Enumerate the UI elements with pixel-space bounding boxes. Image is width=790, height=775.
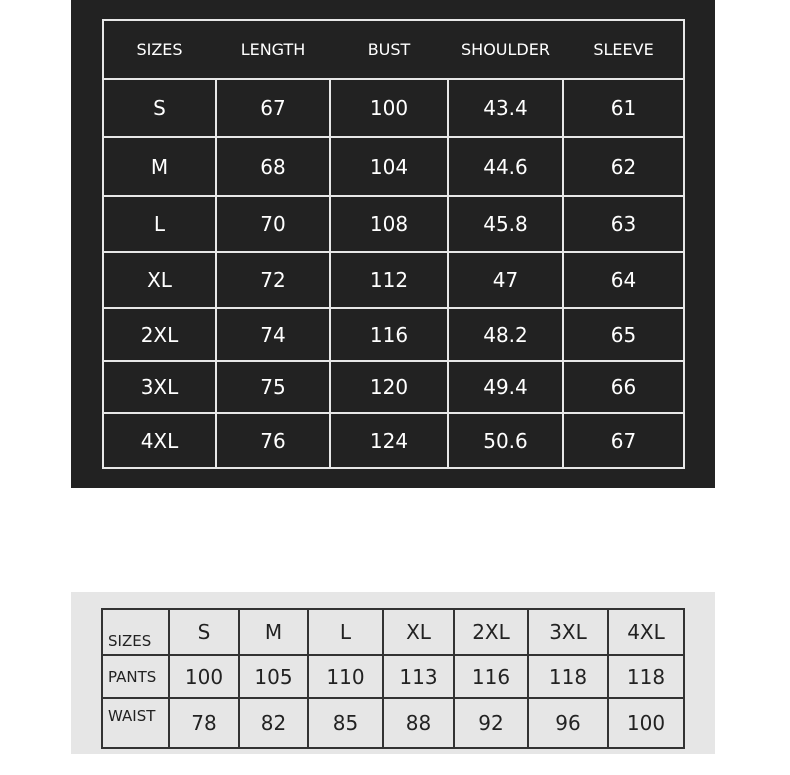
bust-cell: 116 (330, 308, 448, 361)
size-cell: M (239, 609, 308, 655)
waist-cell: 100 (608, 698, 684, 748)
header-length: LENGTH (216, 20, 330, 79)
top-header-row (103, 20, 684, 79)
waist-row (102, 698, 684, 748)
size-cell: XL (383, 609, 454, 655)
size-cell: L (308, 609, 383, 655)
shoulder-cell: 49.4 (448, 361, 563, 413)
length-cell: 75 (216, 361, 330, 413)
pants-cell: 116 (454, 655, 528, 698)
table-row (103, 361, 684, 413)
shoulder-cell: 48.2 (448, 308, 563, 361)
row-label-waist: WAIST (102, 698, 169, 748)
length-cell: 72 (216, 252, 330, 308)
bust-cell: 108 (330, 196, 448, 252)
table-row (103, 308, 684, 361)
waist-cell: 78 (169, 698, 239, 748)
pants-cell: 113 (383, 655, 454, 698)
waist-cell: 85 (308, 698, 383, 748)
length-cell: 76 (216, 413, 330, 468)
size-cell: 2XL (103, 308, 216, 361)
size-cell: XL (103, 252, 216, 308)
header-sizes: SIZES (103, 20, 216, 79)
shoulder-cell: 47 (448, 252, 563, 308)
waist-cell: 82 (239, 698, 308, 748)
sleeve-cell: 65 (563, 308, 684, 361)
size-cell: L (103, 196, 216, 252)
header-bust: BUST (330, 20, 448, 79)
sizes-row (102, 609, 684, 655)
row-label-sizes: SIZES (102, 609, 169, 655)
row-label-pants: PANTS (102, 655, 169, 698)
length-cell: 67 (216, 79, 330, 137)
top-size-chart-panel (71, 0, 715, 488)
size-cell: S (169, 609, 239, 655)
sleeve-cell: 64 (563, 252, 684, 308)
length-cell: 74 (216, 308, 330, 361)
bust-cell: 104 (330, 137, 448, 196)
length-cell: 68 (216, 137, 330, 196)
size-cell: M (103, 137, 216, 196)
waist-cell: 96 (528, 698, 608, 748)
sleeve-cell: 63 (563, 196, 684, 252)
table-row (103, 137, 684, 196)
length-cell: 70 (216, 196, 330, 252)
size-cell: 4XL (103, 413, 216, 468)
shoulder-cell: 43.4 (448, 79, 563, 137)
pants-cell: 105 (239, 655, 308, 698)
table-row (103, 413, 684, 468)
sleeve-cell: 67 (563, 413, 684, 468)
pants-cell: 100 (169, 655, 239, 698)
bust-cell: 112 (330, 252, 448, 308)
pants-cell: 118 (528, 655, 608, 698)
table-row (103, 79, 684, 137)
size-cell: 2XL (454, 609, 528, 655)
pants-cell: 110 (308, 655, 383, 698)
shoulder-cell: 45.8 (448, 196, 563, 252)
pants-size-chart (101, 608, 685, 749)
sleeve-cell: 66 (563, 361, 684, 413)
size-cell: S (103, 79, 216, 137)
bust-cell: 120 (330, 361, 448, 413)
table-row (103, 252, 684, 308)
waist-cell: 92 (454, 698, 528, 748)
size-cell: 3XL (103, 361, 216, 413)
header-sleeve: SLEEVE (563, 20, 684, 79)
bust-cell: 124 (330, 413, 448, 468)
table-row (103, 196, 684, 252)
bust-cell: 100 (330, 79, 448, 137)
size-cell: 4XL (608, 609, 684, 655)
sleeve-cell: 61 (563, 79, 684, 137)
waist-cell: 88 (383, 698, 454, 748)
pants-row (102, 655, 684, 698)
shoulder-cell: 44.6 (448, 137, 563, 196)
top-size-chart (102, 19, 685, 469)
pants-size-chart-panel (71, 592, 715, 754)
size-cell: 3XL (528, 609, 608, 655)
pants-cell: 118 (608, 655, 684, 698)
shoulder-cell: 50.6 (448, 413, 563, 468)
sleeve-cell: 62 (563, 137, 684, 196)
header-shoulder: SHOULDER (448, 20, 563, 79)
